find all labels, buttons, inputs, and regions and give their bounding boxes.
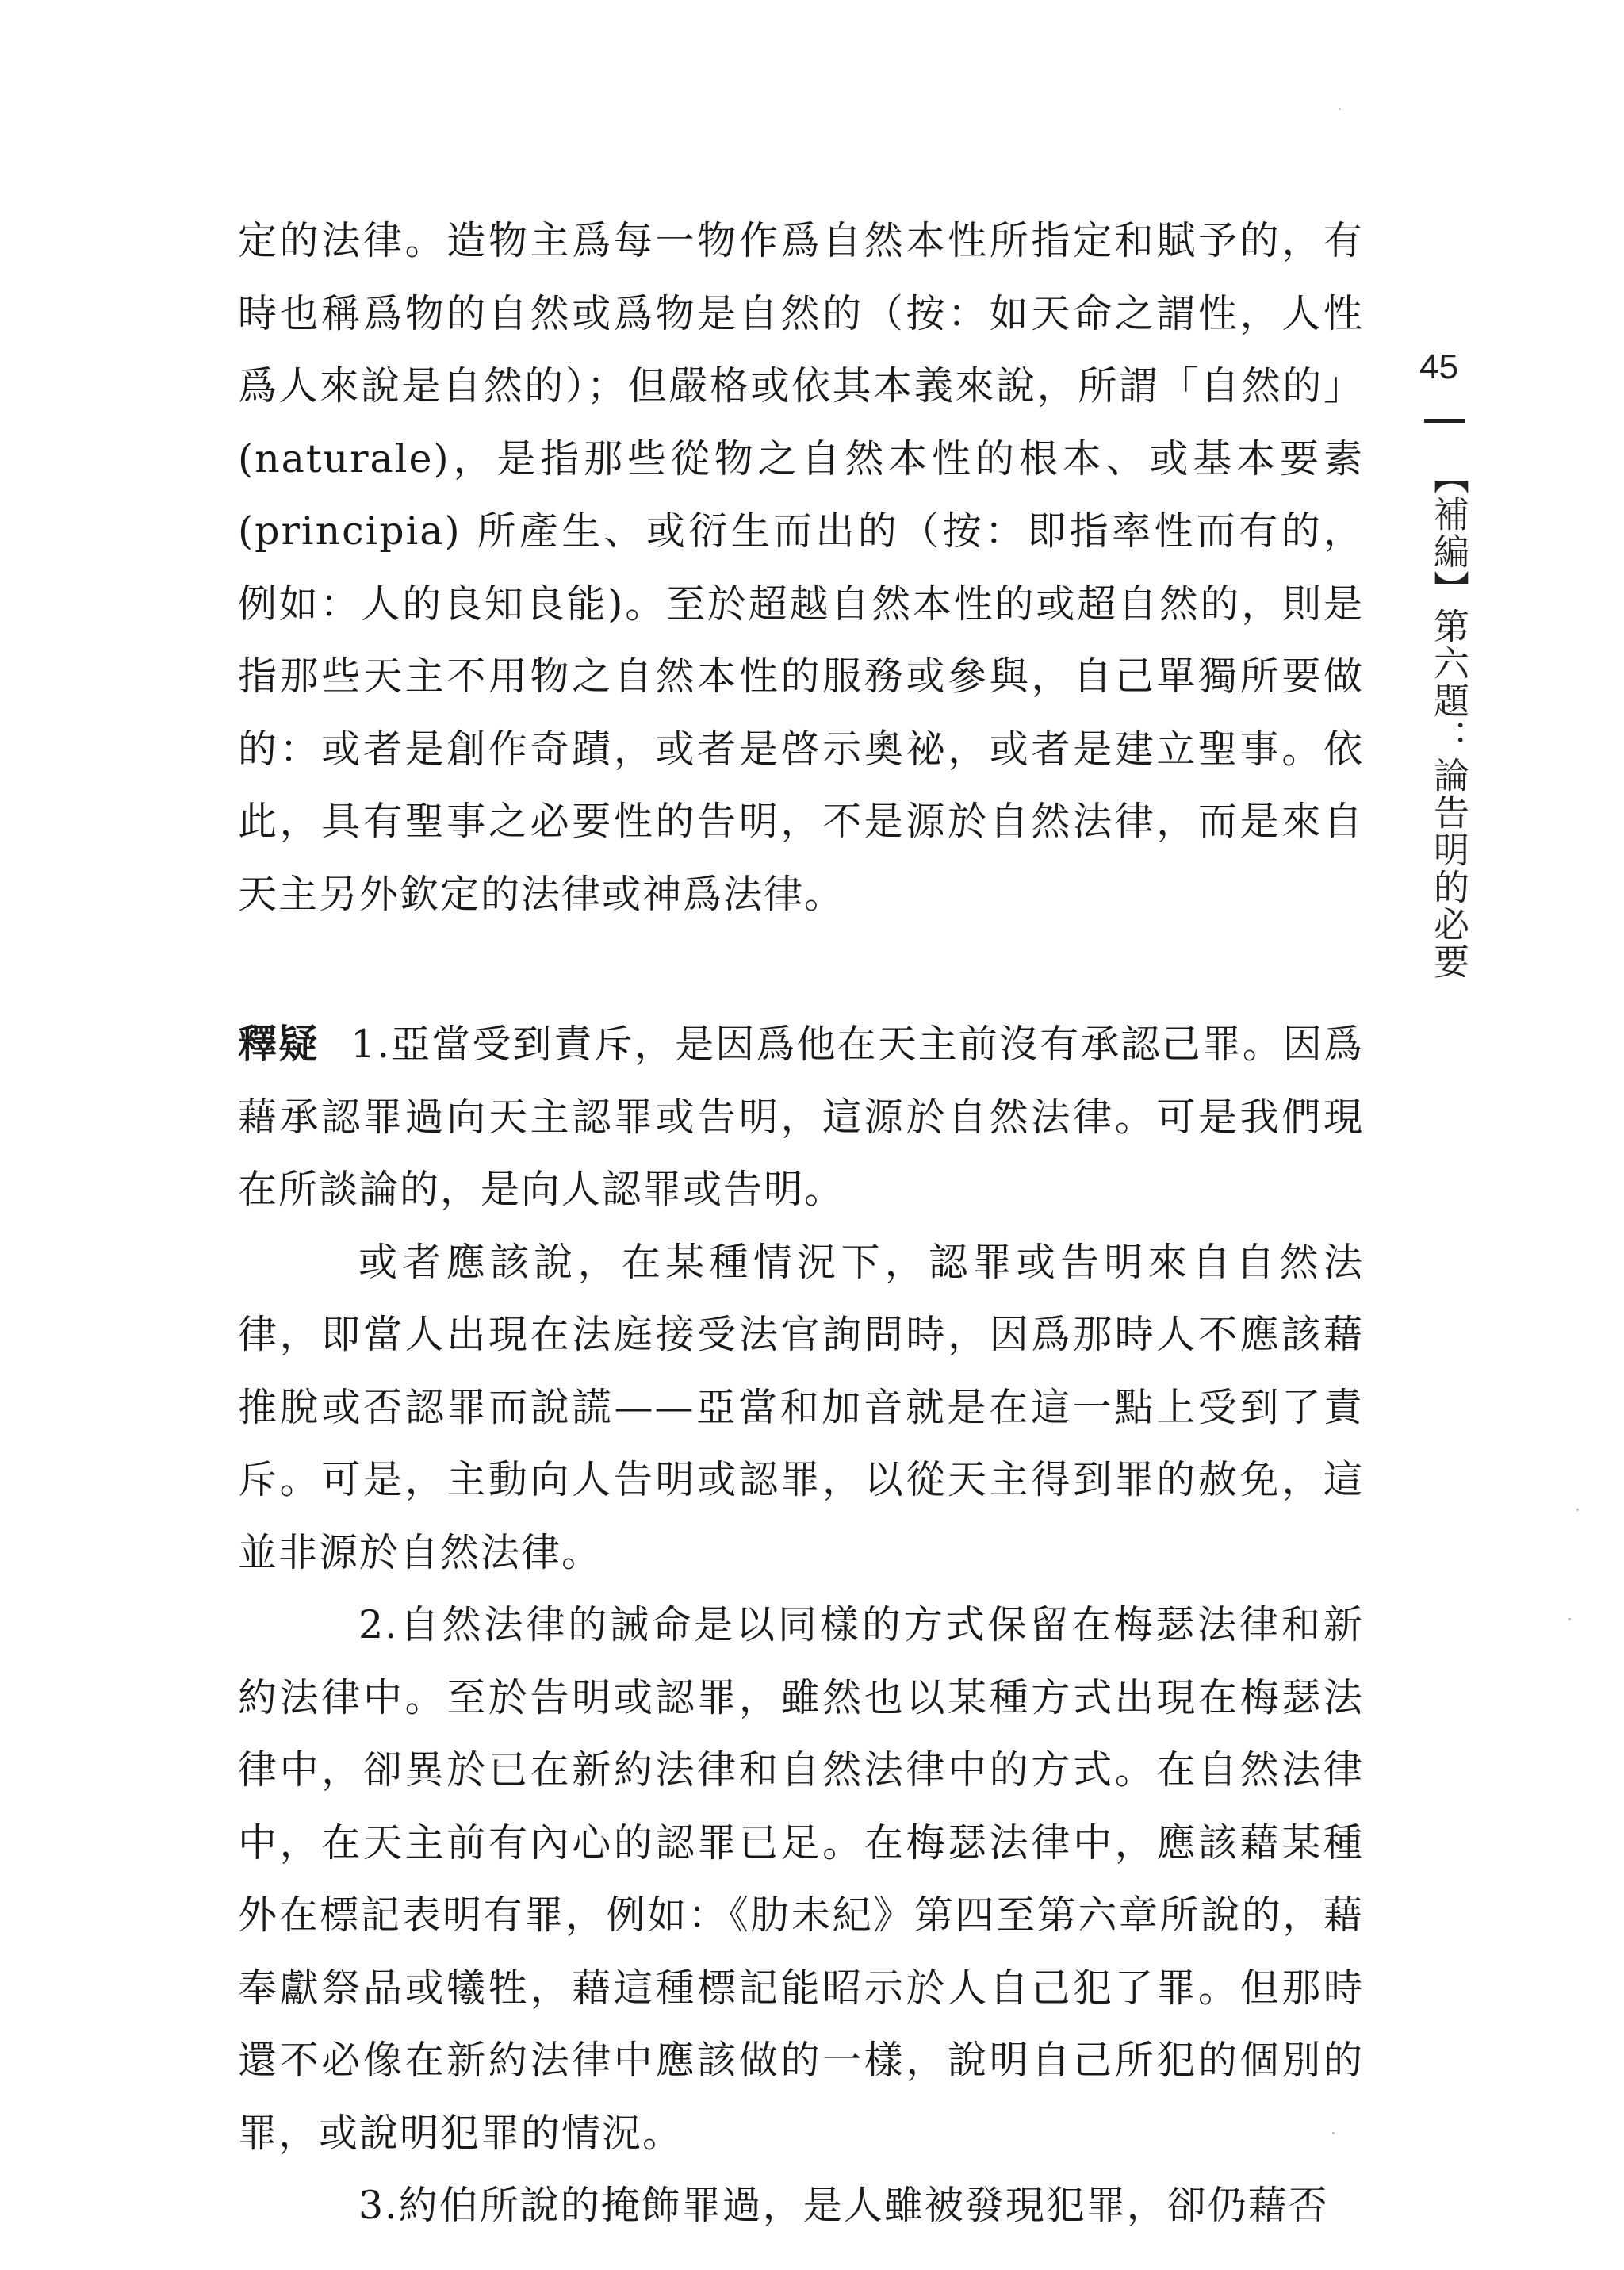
reply-1-paragraph xyxy=(238,1008,1364,1226)
reply-1-text: 1.亞當受到責斥，是因爲他在天主前沒有承認己罪。因爲藉承認罪過向天主認罪或告明，這源於自然法律。可是我們現在所談論的，是向人認罪或告明。 xyxy=(238,1022,1364,1212)
reply-label: 釋疑 xyxy=(238,1022,320,1067)
reply-1b-paragraph: 或者應該說，在某種情況下，認罪或告明來自自然法律，即當人出現在法庭接受法官詢問時，因爲那時人不應該藉推脫或否認罪而說謊——亞當和加音就是在這一點上受到了責斥。可是，主動向人告明或認罪，以從天主得到罪的赦免，這並非源於自然法律。 xyxy=(238,1239,1364,1575)
scan-speck xyxy=(1568,1618,1571,1620)
header-rule xyxy=(1424,419,1465,423)
page-number: 45 xyxy=(1419,347,1458,386)
running-header: 【補編】第六題：論告明的必要 xyxy=(1427,458,1469,980)
main-text-block xyxy=(238,205,1364,2242)
scan-speck xyxy=(1332,2132,1335,2134)
scan-speck xyxy=(1576,1509,1579,1511)
scan-speck xyxy=(1339,108,1341,110)
intro-paragraph: 定的法律。造物主爲每一物作爲自然本性所指定和賦予的，有時也稱爲物的自然或爲物是自然的（按：如天命之謂性，人性爲人來說是自然的）；但嚴格或依其本義來說，所謂「自然的」(naturale)，是指那些從物之自然本性的根本、或基本要素(principia) 所產生、或衍生而出的（按：即指率性而有的，例如：人的良知良能)。至於超越自然本性的或超自然的，則是指那些天主不用物之自然本性的服務或參與，自己單獨所要做的：或者是創作奇蹟，或者是啓示奧祕，或者是建立聖事。依此，具有聖事之必要性的告明，不是源於自然法律，而是來自天主另外欽定的法律或神爲法律。 xyxy=(238,218,1364,917)
reply-2-paragraph: 2.自然法律的誡命是以同樣的方式保留在梅瑟法律和新約法律中。至於告明或認罪，雖然也以某種方式出現在梅瑟法律中，卻異於已在新約法律和自然法律中的方式。在自然法律中，在天主前有內心的認罪已足。在梅瑟法律中，應該藉某種外在標記表明有罪，例如：《肋未紀》第四至第六章所說的，藉奉獻祭品或犧牲，藉這種標記能昭示於人自己犯了罪。但那時還不必像在新約法律中應該做的一樣，說明自己所犯的個別的罪，或說明犯罪的情況。 xyxy=(238,1602,1364,2156)
reply-3-paragraph: 3.約伯所說的掩飾罪過，是人雖被發現犯罪，卻仍藉否 xyxy=(358,2183,1329,2228)
